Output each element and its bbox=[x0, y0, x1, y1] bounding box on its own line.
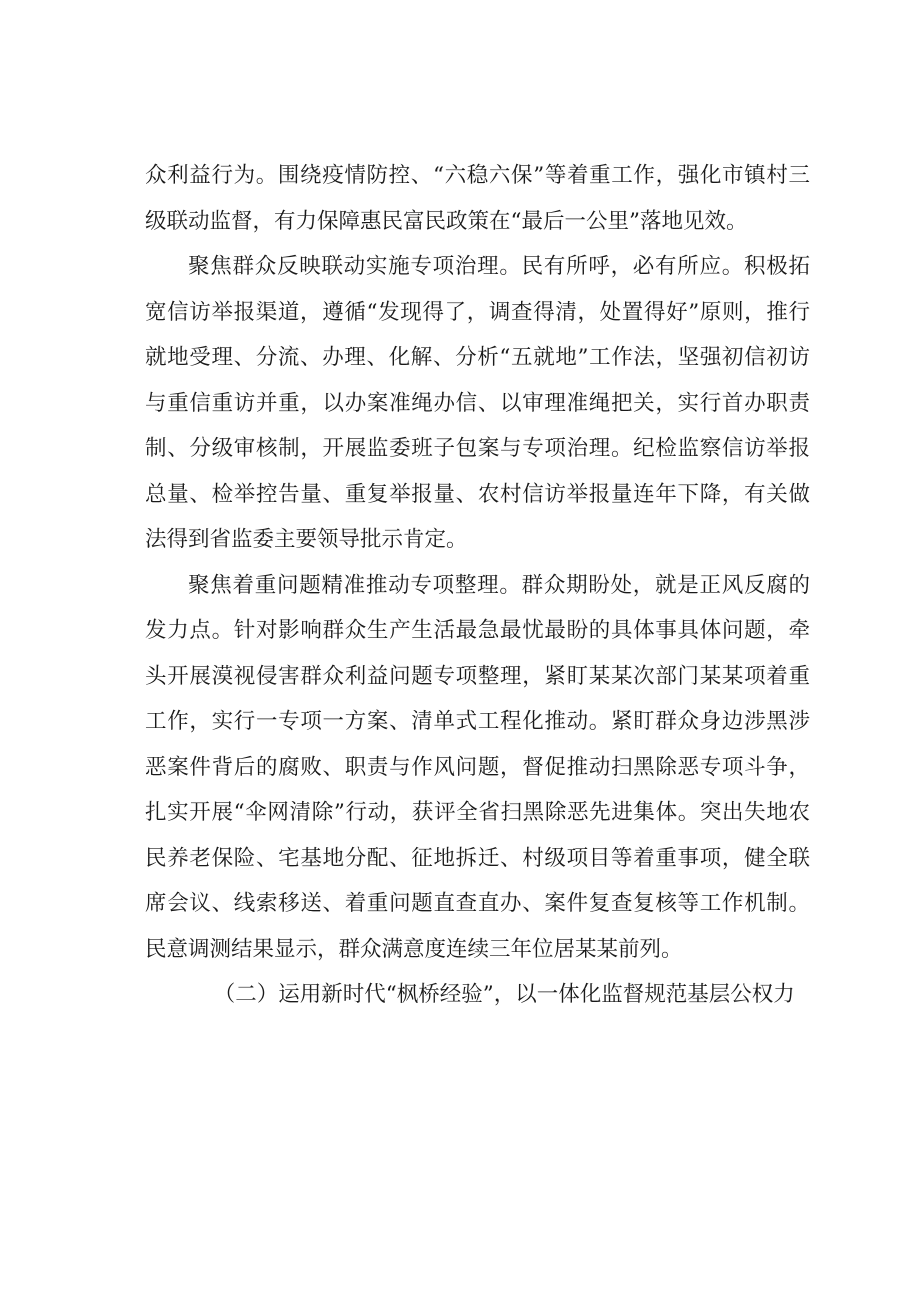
document-body bbox=[145, 153, 810, 1018]
paragraph-continuation: 众利益行为。围绕疫情防控、“六稳六保”等着重工作，强化市镇村三级联动监督，有力保障惠民富民政策在“最后一公里”落地见效。 bbox=[145, 163, 810, 234]
paragraph-key-issues-rectification: 聚焦着重问题精准推动专项整理。群众期盼处，就是正风反腐的发力点。针对影响群众生产生活最急最忧最盼的具体事具体问题，牵头开展漠视侵害群众利益问题专项整理，紧盯某某次部门某某项着重工作，实行一专项一方案、清单式工程化推动。紧盯群众身边涉黑涉恶案件背后的腐败、职责与作风问题，督促推动扫黑除恶专项斗争，扎实开展“伞网清除”行动，获评全省扫黑除恶先进集体。突出失地农民养老保险、宅基地分配、征地拆迁、村级项目等着重事项，健全联席会议、线索移送、着重问题直查直办、案件复查复核等工作机制。民意调测结果显示，群众满意度连续三年位居某某前列。 bbox=[145, 572, 810, 962]
section-heading: （二）运用新时代“枫桥经验”，以一体化监督规范基层公权力 bbox=[213, 982, 795, 1007]
paragraph-petition-governance: 聚焦群众反映联动实施专项治理。民有所呼，必有所应。积极拓宽信访举报渠道，遵循“发现得了，调查得清，处置得好”原则，推行就地受理、分流、办理、化解、分析“五就地”工作法，坚强初信初访与重信重访并重，以办案准绳办信、以审理准绳把关，实行首办职责制、分级审核制，开展监委班子包案与专项治理。纪检监察信访举报总量、检举控告量、重复举报量、农村信访举报量连年下降，有关做法得到省监委主要领导批示肯定。 bbox=[145, 254, 810, 552]
